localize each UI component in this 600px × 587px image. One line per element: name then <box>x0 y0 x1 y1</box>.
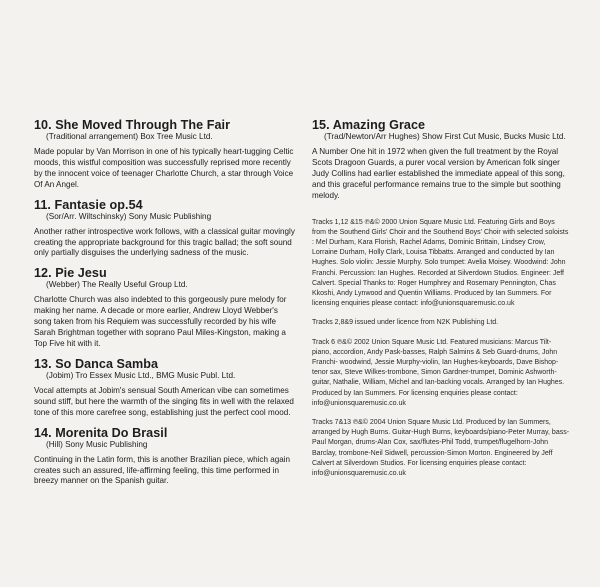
track-14 <box>34 426 296 488</box>
track-11 <box>34 198 296 260</box>
track-description: Charlotte Church was also indebted to this gorgeously pure melody for making her name. A decade or more earlier, Andrew Lloyd Webber's song taken from his Requiem was successfully recorded by his wife Sarah Brightman together with soprano Paul Miles-Kingston, making a Top Five hit with it. <box>34 295 287 348</box>
credit-note: Tracks 2,8&9 issued under licence from N2K Publishing Ltd. <box>312 319 499 327</box>
credit-note: Tracks 1,12 &15 ℗&© 2000 Union Square Music Ltd. Featuring Girls and Boys from the Southend Girls' Choir and the Southend Boys' Choir with selected soloists : Mel Durham, Kara Florish, Rachel Adams, Dominic Brittain, Lindsey Crow, Lorraine Durham, Holly Clark, Louisa Tibbatts. Arranged and conducted by Ian Hughes. Solo violin: Jessie Murphy. Solo trumpet: Avelia Moisey. Woodwind: John Franchi. Percussion: Ian Hughes. Recorded at Silverdown Studios. Engineer: Jeff Calvert. Special Thanks to: Roger Humphrey and Rosemary Pennington, Chas Kkoshi, Andy Lynwood and Quentin Williams. Produced by Ian Summers. For licensing enquiries please contact: info@unionsquaremusic.co.uk <box>312 218 569 308</box>
track-title: 14. Morenita Do Brasil <box>34 425 168 440</box>
track-title: 10. She Moved Through The Fair <box>34 118 231 132</box>
track-12 <box>34 266 296 350</box>
track-description: A Number One hit in 1972 when given the full treatment by the Royal Scots Dragoon Guards, a purer vocal version by American folk singer Judy Collins had earlier established the immediate appeal of this song, and this graceful performance remains true to the simple but soothing melody. <box>312 147 565 200</box>
track-description: Another rather introspective work follows, with a classical guitar movingly creating the appropriate background for this tragic ballad; the soft sound only partially disguises the underlying sadness of the music. <box>34 226 295 258</box>
left-column <box>34 118 296 494</box>
track-credit: (Hill) Sony Music Publishing <box>46 439 148 449</box>
track-credit: (Sor/Arr. Wiltschinsky) Sony Music Publishing <box>46 211 212 221</box>
track-description: Continuing in the Latin form, this is another Brazilian piece, which again creates such an assured, life-affirming feeling, this time performed in breezy manner on the Spanish guitar. <box>34 454 290 486</box>
right-column <box>312 118 570 488</box>
track-credit: (Trad/Newton/Arr Hughes) Show First Cut Music, Bucks Music Ltd. <box>324 132 566 141</box>
track-10 <box>34 118 296 191</box>
track-description: Made popular by Van Morrison in one of his typically heart-tugging Celtic moods, this wistful composition was successfully reprised more recently by the innocent voice of teenager Charlotte Church, a star through Voice Of An Angel. <box>34 147 294 189</box>
track-title: 15. Amazing Grace <box>312 118 426 132</box>
track-15 <box>312 118 570 202</box>
track-13 <box>34 357 296 419</box>
track-title: 11. Fantasie op.54 <box>34 197 143 212</box>
track-title: 13. So Danca Samba <box>34 356 159 371</box>
credits-notes <box>312 218 570 480</box>
track-credit: (Webber) The Really Useful Group Ltd. <box>46 280 188 290</box>
track-credit: (Traditional arrangement) Box Tree Music Ltd. <box>46 132 213 141</box>
track-title: 12. Pie Jesu <box>34 266 107 281</box>
track-credit: (Jobim) Tro Essex Music Ltd., BMG Music Publ. Ltd. <box>46 370 236 380</box>
credit-note: Track 6 ℗&© 2002 Union Square Music Ltd. Featured musicians: Marcus Tilt-piano, accordion, Andy Pask-basses, Ralph Salmins & Seb Guard-drums, John Franchi- woodwind, Jessie Murphy-violin, Ian Hughes-keyboards, Dave Bishop-tenor sax, Steve Wilkes-trombone, Simon Gardner-trumpet, Dominic Ashworth-guitar, Nathalie, William, Michel and Ian-backing vocals. Arranged by Ian Hughes. Produced by Ian Summers. For licensing enquiries please contact: info@unionsquaremusic.co.uk <box>312 338 565 407</box>
credit-note: Tracks 7&13 ℗&© 2004 Union Square Music Ltd. Produced by Ian Summers, arranged by Hugh Burns. Guitar-Hugh Burns, keyboards/piano-Peter Murray, bass-Paul Morgan, drums-Alan Cox, sax/flutes-Phil Todd, trumpet/flugelhorn-John Barclay, trombone-Neil Sidwell, percussion-Simon Morton. Engineered by Jeff Calvert at Silverdown Studios. For licensing enquiries please contact: info@unionsquaremusic.co.uk <box>312 418 570 477</box>
track-description: Vocal attempts at Jobim's sensual South American vibe can sometimes sound stiff, but here the warmth of the singing fits in well with the relaxed tone of this more carefree song, establishing just the perfect cool mood. <box>34 385 294 417</box>
